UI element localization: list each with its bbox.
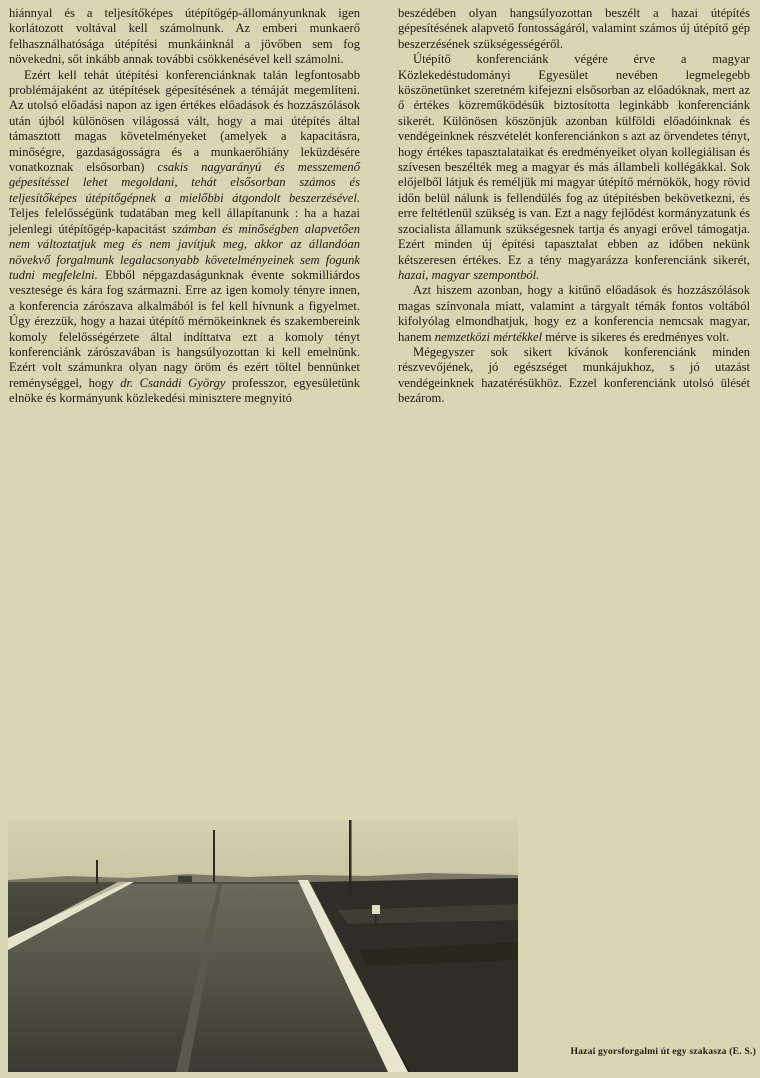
paragraph <box>398 283 750 345</box>
paragraph-text: professzor, egyesületünk elnöke és kormányunk közlekedési minisztere megnyitó <box>9 375 360 406</box>
road-photo <box>8 820 518 1072</box>
paragraph-text: beszédében olyan hangsúlyozottan beszélt a hazai útépítés gépesítésének alapvető fontosságáról, valamint számos új útépítő gép beszerzésének szükségességéről. <box>398 6 750 51</box>
paragraph <box>9 6 360 68</box>
paragraph-text: Ezért kell tehát útépítési konferenciánknak talán legfontosabb problémájaként az útépítések gépesítésének a témáját megemlíteni. Az utolsó előadási napon az igen értékes előadások és hozzászólások után újból különösen világossá vált, hogy a mai útépítés által támasztott magas követelményeket (amelyek a kapacitásra, minőségre, gazdaságosságra és a munkaerőhiány leküzdésére vonatkoznak elsősorban) <box>9 67 360 175</box>
paragraph <box>398 345 750 407</box>
paragraph-text: mérve is sikeres és eredményes volt. <box>542 329 730 344</box>
emphasis-text: számban és minőségben alapvetően nem változtatjuk meg és nem javítjuk meg, akkor az állandóan növekvő forgalmunk legalacsonyabb követelményeinek sem fogunk tudni megfelelni. <box>9 221 360 282</box>
road-photo-image <box>8 820 518 1072</box>
paragraph-text: Teljes felelősségünk tudatában meg kell állapítanunk : ha a hazai jelenlegi útépítőgép-kapacitást <box>9 206 360 236</box>
paragraph <box>398 6 750 52</box>
emphasis-text: csakis nagyarányú és messzemenő gépesítéssel lehet megoldani, tehát elsősorban számos és teljesítőképes útépítőgépnek a mielőbbi átgondolt beszerzésével. <box>9 160 360 205</box>
paragraph-text: hiánnyal és a teljesítőképes útépítőgép-állományunknak igen korlátozott voltával kell számolnunk. Az emberi munkaerő felhasználhatósága útépítési munkáinknál a jövőben sem fog növekedni, sőt inkább annak további csökkenésével kell számolni. <box>9 6 360 67</box>
paragraph <box>9 68 360 407</box>
paragraph <box>398 52 750 283</box>
paragraph-text: Ebből népgazdaságunknak évente sokmilliárdos vesztesége és kára fog származni. Erre az igen komoly tényre innen, a konferencia zárószava alkalmából is fel kell hívnunk a figyelmet. Úgy érezzük, hogy a hazai útépítő mérnökeinknek és szakembereink komoly felelősségérzete által indíttatva ezt a komoly tényt konferenciánk zárószavában is hangsúlyozottan ki kell emelnünk. Ezért volt számunkra olyan nagy öröm és ezért töltel bennünket reménységgel, hogy <box>9 267 360 390</box>
author-name: dr. Csanádi György <box>120 375 226 390</box>
emphasis-text: hazai, magyar szempontból. <box>398 267 540 282</box>
emphasis-text: nemzetközi mértékkel <box>434 329 543 344</box>
paragraph-text: Útépítő konferenciánk végére érve a magyar Közlekedéstudományi Egyesület nevében legmelegebb köszönetünket szeretném kifejezni elsősorban az előadóknak, mert az ő értékes közreműködésük biztosította leginkább konferenciánk sikerét. Különösen köszönjük azonban külföldi előadóinknak és vendégeinknek részvételét konferenciánkon s azt az örvendetes tényt, hogy értékes tapasztalataikat és eredményeiket olyan kollegiálisan és szívesen beszélték meg a magyar és más állambeli kollégákkal. Sok előjelből látjuk és reméljük mi magyar útépítő mérnökök, hogy rövid időn belül nálunk is fellendülés fog az útépítésben bekövetkezni, és erre feltétlenül szükség is van. Ezt a nagy fejlődést kormányzatunk és szocialista államunk szükségesnek tartja és anyagi erővel támogatja. Ezért minden új építési tapasztalat ebben az időben nekünk kétszeresen értékes. Ez a tény magyarázza konferenciánk sikerét, <box>398 52 750 267</box>
paragraph-text: Mégegyszer sok sikert kívánok konferenciánk minden részvevőjének, jó egészséget munkájukhoz, s jó utazást vendégeinknek hazatérésükhöz. Ezzel konferenciánk utolsó ülését bezárom. <box>398 344 750 406</box>
text-column-left <box>9 6 360 407</box>
paragraph-text: Azt hiszem azonban, hogy a kitűnő előadások és hozzászólások magas színvonala miatt, valamint a tárgyalt témák fontos voltából kifolyólag elmondhatjuk, hogy ez a konferencia nemcsak magyar, hanem <box>398 283 750 344</box>
photo-caption: Hazai gyorsforgalmi út egy szakasza (E. S.) <box>570 1046 756 1057</box>
text-column-right <box>398 6 750 407</box>
